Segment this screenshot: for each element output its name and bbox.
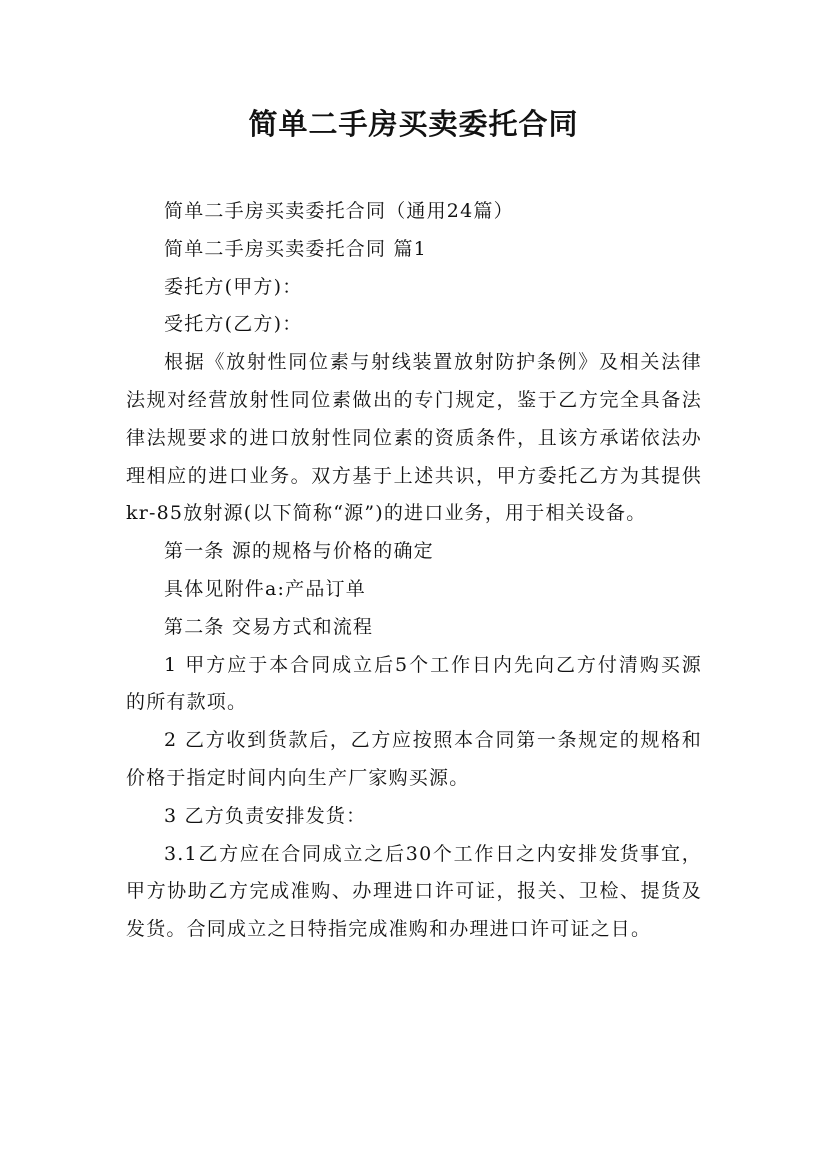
- paragraph-article-2-heading: 第二条 交易方式和流程: [164, 615, 374, 638]
- paragraph-party-a: 委托方(甲方)：: [164, 275, 303, 298]
- paragraph-article-1-body: 具体见附件a:产品订单: [164, 577, 366, 600]
- paragraph-preamble: 根据《放射性同位素与射线装置放射防护条例》及相关法律法规对经营放射性同位素做出的专门规定，鉴于乙方完全具备法律法规要求的进口放射性同位素的资质条件，且该方承诺依法办理相应的进口业务。双方基于上述共识，甲方委托乙方为其提供kr-85放射源(以下简称“源”)的进口业务，用于相关设备。: [126, 351, 702, 525]
- paragraph-clause-2: 2 乙方收到货款后，乙方应按照本合同第一条规定的规格和价格于指定时间内向生产厂家购买源。: [126, 729, 702, 789]
- paragraph-clause-1: 1 甲方应于本合同成立后5个工作日内先向乙方付清购买源的所有款项。: [126, 653, 702, 714]
- paragraph-party-b: 受托方(乙方)：: [164, 313, 303, 336]
- paragraph-clause-3: 3 乙方负责安排发货：: [164, 804, 367, 827]
- document-body: [126, 193, 702, 949]
- paragraph-clause-3-1: 3.1乙方应在合同成立之后30个工作日之内安排发货事宜，甲方协助乙方完成准购、办理进口许可证，报关、卫检、提货及发货。合同成立之日特指完成准购和办理进口许可证之日。: [126, 842, 702, 941]
- paragraph-subtitle: 简单二手房买卖委托合同（通用24篇）: [164, 200, 514, 222]
- paragraph-section-heading: 简单二手房买卖委托合同 篇1: [164, 237, 427, 260]
- paragraph-article-1-heading: 第一条 源的规格与价格的确定: [164, 540, 434, 563]
- document-title: 简单二手房买卖委托合同: [248, 107, 579, 141]
